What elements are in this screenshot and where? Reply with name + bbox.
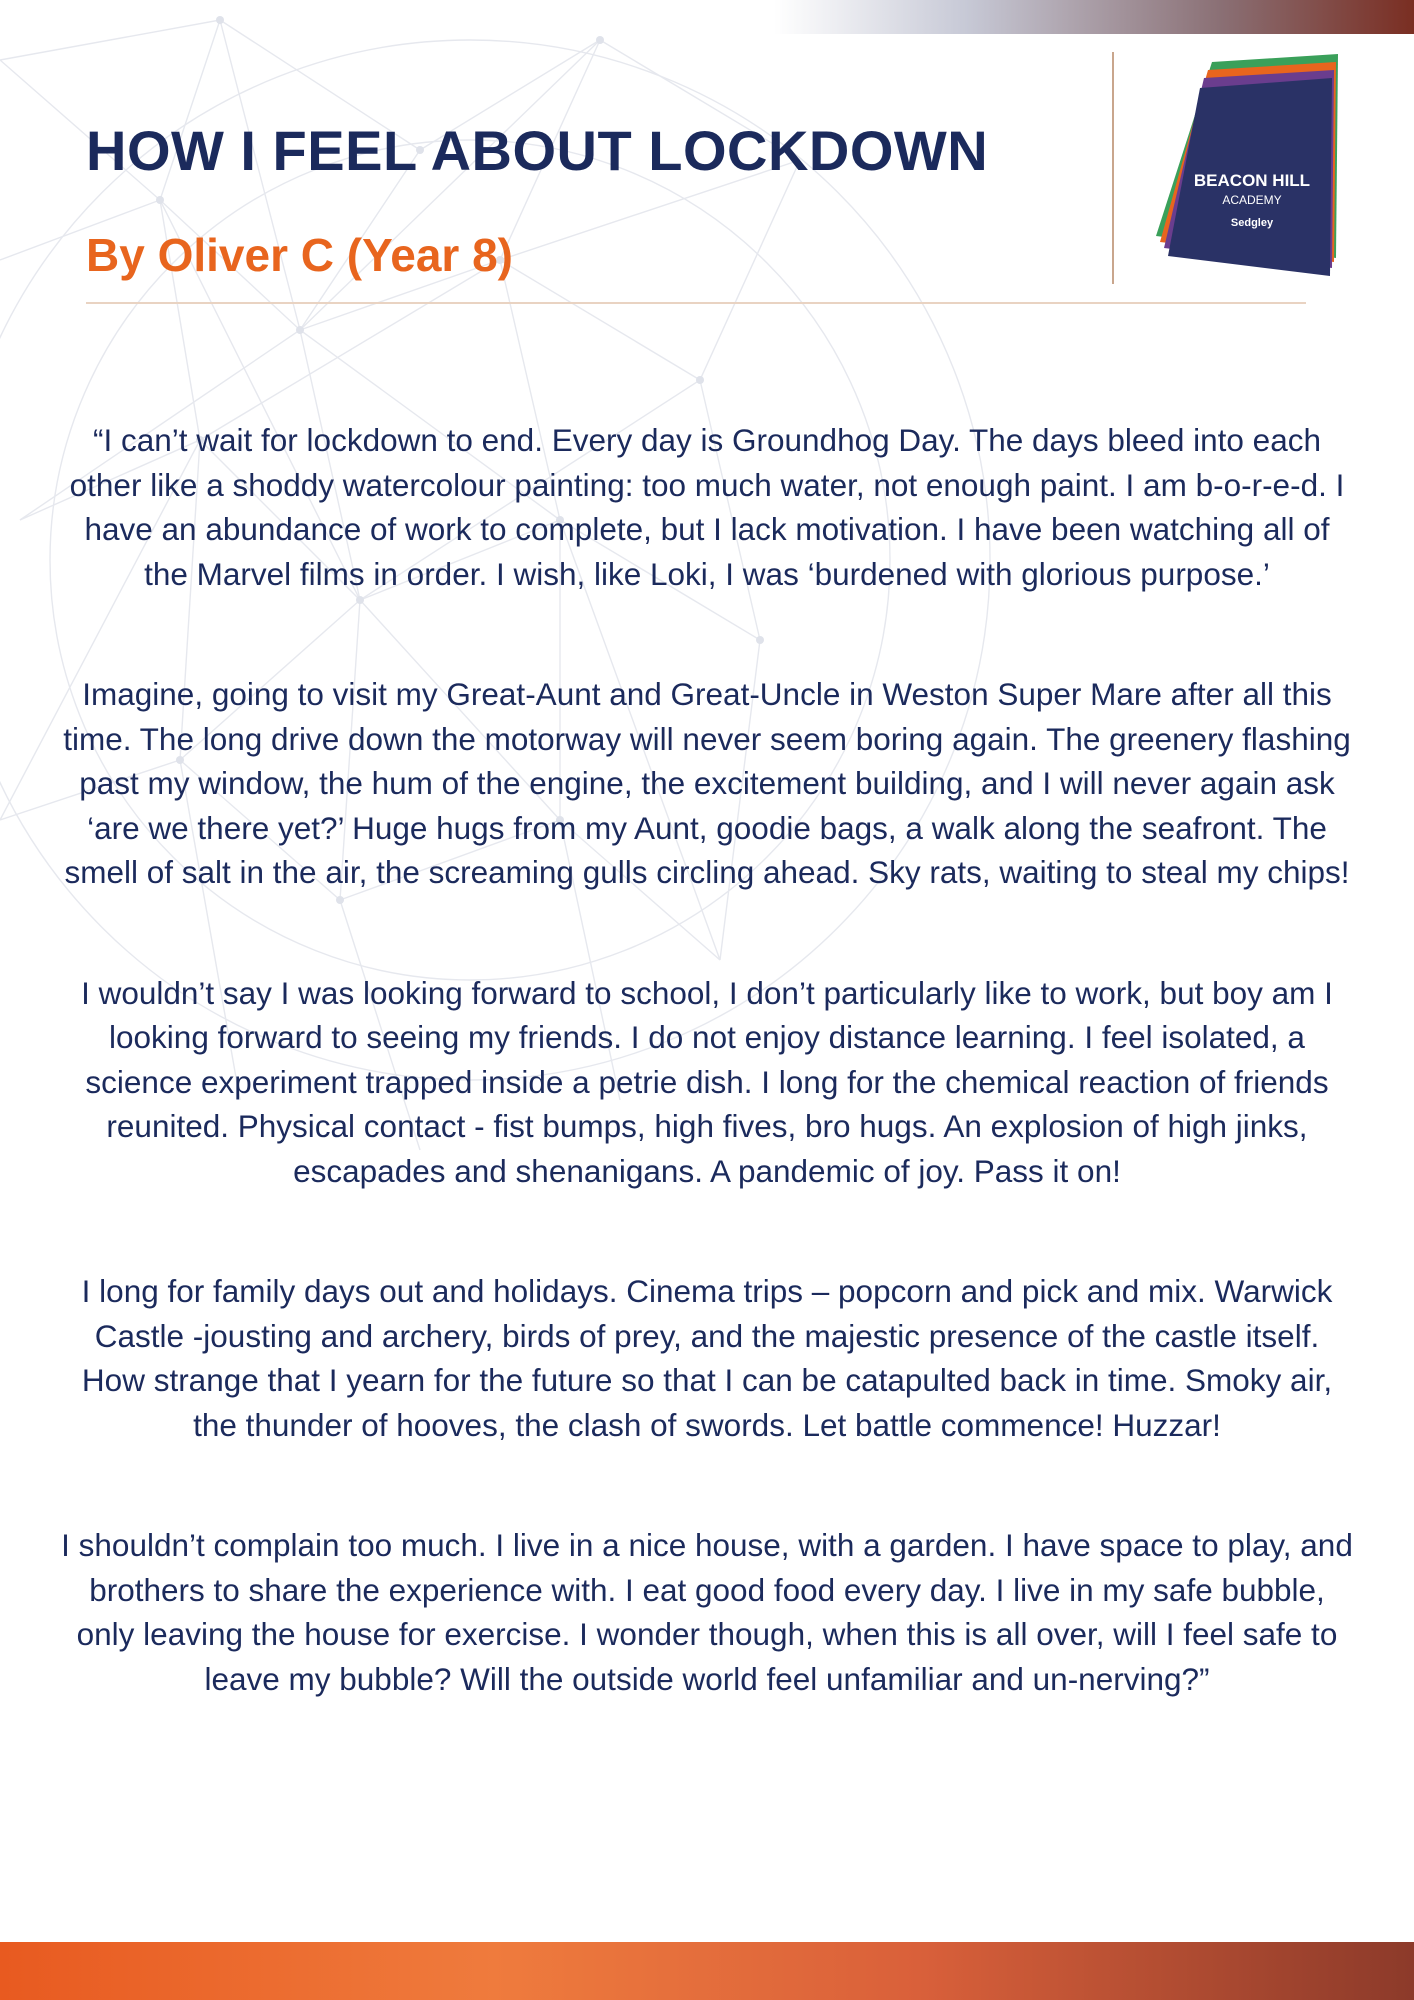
header-vertical-divider — [1112, 52, 1114, 284]
logo-text-line3: Sedgley — [1230, 217, 1274, 229]
paragraph-5: I shouldn’t complain too much. I live in a nice house, with a garden. I have space to play, and brothers to share the experience with. I eat good food every day. I live in my safe bubble, only leaving the house for exercise. I wonder though, when this is all over, will I feel safe to leave my bubble? Will the outside world feel unfamiliar and un-nerving?” — [61, 1527, 1353, 1697]
bottom-decorative-bar — [0, 1942, 1414, 2000]
header-divider — [86, 302, 1306, 304]
article-body — [60, 418, 1354, 1777]
page-title: HOW I FEEL ABOUT LOCKDOWN — [86, 119, 989, 182]
top-decorative-bar — [774, 0, 1414, 34]
paragraph-2: Imagine, going to visit my Great-Aunt and Great-Uncle in Weston Super Mare after all this time. The long drive down the motorway will never seem boring again. The greenery flashing past my window, the hum of the engine, the excitement building, and I will never again ask ‘are we there yet?’ Huge hugs from my Aunt, goodie bags, a walk along the seafront. The smell of salt in the air, the screaming gulls circling ahead. Sky rats, waiting to steal my chips! — [63, 676, 1351, 890]
logo-text-line2: ACADEMY — [1222, 193, 1282, 207]
author-byline: By Oliver C (Year 8) — [86, 229, 513, 281]
paragraph-3: I wouldn’t say I was looking forward to school, I don’t particularly like to work, but boy am I looking forward to seeing my friends. I do not enjoy distance learning. I feel isolated, a science experiment trapped inside a petrie dish. I long for the chemical reaction of friends reunited. Physical contact - fist bumps, high fives, bro hugs. An explosion of high jinks, escapades and shenanigans. A pandemic of joy. Pass it on! — [81, 974, 1333, 1189]
paragraph-4: I long for family days out and holidays. Cinema trips – popcorn and pick and mix. Warwick Castle -jousting and archery, birds of prey, and the majestic presence of the castle itself. How strange that I yearn for the future so that I can be catapulted back in time. Smoky air, the thunder of hooves, the clash of swords. Let battle commence! Huzzar! — [81, 1273, 1333, 1443]
logo-text-line1: BEACON HILL — [1193, 171, 1311, 190]
paragraph-1: “I can’t wait for lockdown to end. Every day is Groundhog Day. The days bleed into each other like a shoddy watercolour painting: too much water, not enough paint. I am b-o-r-e-d. I have an abundance of work to complete, but I lack motivation. I have been watching all of the Marvel films in order. I wish, like Loki, I was ‘burdened with glorious purpose.’ — [69, 422, 1345, 592]
beacon-hill-academy-logo — [1150, 50, 1340, 286]
